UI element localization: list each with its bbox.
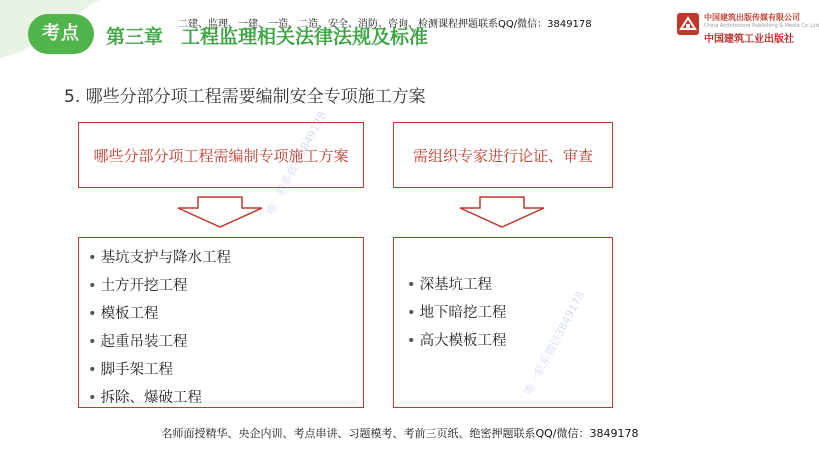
list-item: • 深基坑工程 [407, 271, 612, 299]
list-item: • 脚手架工程 [88, 356, 363, 384]
chapter-title: 工程监理相关法律法规及标准 [181, 26, 429, 48]
right-list-box [393, 237, 613, 408]
watermark-text: 唯一联系微信3849178 [521, 289, 588, 398]
left-list-box [78, 237, 364, 408]
header-contact-text: 二建、监理、一建、一造、二造、安全、消防、咨询、检测课程押题联系QQ/微信：3849178 [178, 19, 592, 30]
right-title-text: 需组织专家进行论证、审查 [412, 146, 593, 165]
list-item: • 起重吊装工程 [88, 328, 363, 356]
section-heading: 5. 哪些分部分项工程需要编制安全专项施工方案 [64, 87, 426, 107]
page-title [106, 22, 428, 49]
right-title-box [393, 122, 613, 188]
left-list [88, 244, 363, 412]
publisher-logo-block [676, 10, 819, 46]
list-item: • 高大模板工程 [407, 327, 612, 355]
list-item: • 基坑支护与降水工程 [88, 244, 363, 272]
list-item: • 地下暗挖工程 [407, 299, 612, 327]
publisher-emblem-icon [676, 12, 700, 36]
left-down-arrow-icon [176, 196, 264, 228]
topic-badge: 考点 [28, 14, 94, 54]
right-down-arrow-icon [458, 196, 546, 228]
chapter-label: 第三章 [106, 26, 164, 48]
right-list [407, 271, 612, 355]
list-item: • 拆除、爆破工程 [88, 384, 363, 412]
list-item: • 土方开挖工程 [88, 272, 363, 300]
list-item: • 模板工程 [88, 300, 363, 328]
publisher-name-en: China Architecture Publishing & Media Co.,Ltd [704, 23, 819, 29]
footer-contact-text: 名师面授精华、央企内训、考点串讲、习题模考、考前三页纸、绝密押题联系QQ/微信：3849178 [161, 427, 639, 440]
watermark-text: 唯一联系微信3849178 [263, 109, 330, 218]
publisher-name-calligraphy: 中国建筑工业出版社 [704, 34, 794, 45]
publisher-name-cn: 中国建筑出版传媒有限公司 [704, 13, 800, 22]
left-title-text: 哪些分部分项工程需编制专项施工方案 [93, 146, 349, 165]
